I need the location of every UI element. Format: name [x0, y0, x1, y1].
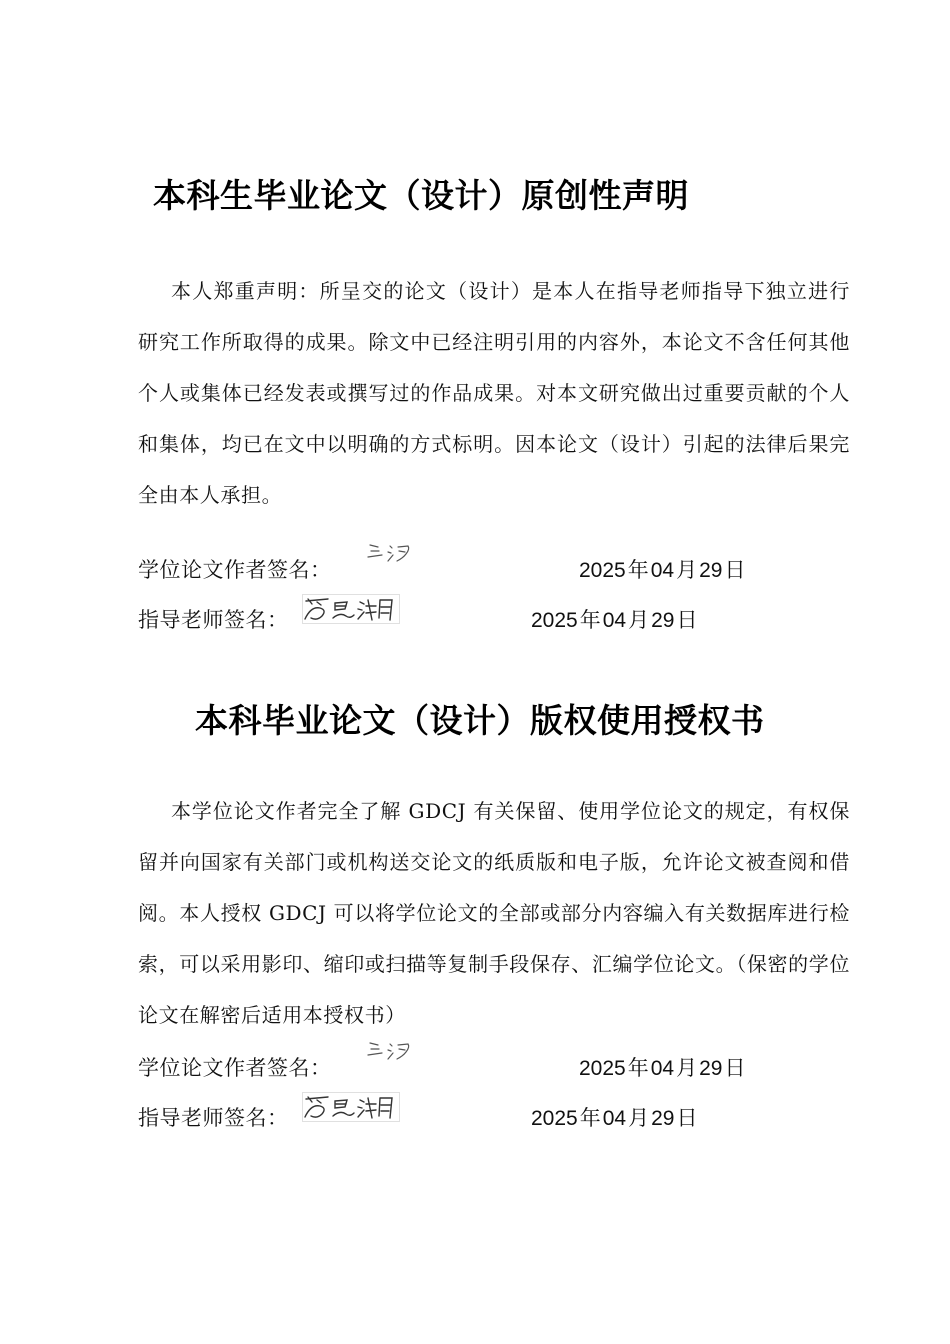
advisor-signature-date: 2025年04月29日 — [531, 1106, 698, 1130]
originality-declaration-body: 本人郑重声明：所呈交的论文（设计）是本人在指导老师指导下独立进行研究工作所取得的成果。除文中已经注明引用的内容外，本论文不含任何其他个人或集体已经发表或撰写过的作品成果。对本文研究做出过重要贡献的个人和集体，均已在文中以明确的方式标明。因本论文（设计）引起的法律后果完全由本人承担。 — [138, 279, 850, 507]
advisor-signature-line — [138, 1094, 818, 1134]
advisor-signature-line — [138, 596, 818, 636]
advisor-signature-date: 2025年04月29日 — [531, 608, 698, 632]
advisor-signature-image — [302, 1092, 400, 1122]
originality-declaration-title: 本科生毕业论文（设计）原创性声明 — [153, 176, 689, 215]
author-signature-label: 学位论文作者签名： — [138, 1056, 332, 1080]
copyright-authorization-body: 本学位论文作者完全了解 GDCJ 有关保留、使用学位论文的规定，有权保留并向国家有关部门或机构送交论文的纸质版和电子版，允许论文被查阅和借阅。本人授权 GDCJ 可以将学位论文的全部或部分内容编入有关数据库进行检索，可以采用影印、缩印或扫描等复制手段保存、汇编学位论文。（保密的学位论文在解密后适用本授权书） — [138, 799, 850, 1027]
advisor-signature-label: 指导老师签名： — [138, 1106, 289, 1130]
author-signature-image — [364, 1038, 416, 1064]
author-signature-line — [138, 1044, 818, 1084]
author-signature-image — [364, 540, 416, 566]
advisor-signature-label: 指导老师签名： — [138, 608, 289, 632]
author-signature-date: 2025年04月29日 — [579, 558, 746, 582]
copyright-authorization-title: 本科毕业论文（设计）版权使用授权书 — [195, 701, 765, 740]
author-signature-line — [138, 546, 818, 586]
advisor-signature-image — [302, 594, 400, 624]
author-signature-label: 学位论文作者签名： — [138, 558, 332, 582]
author-signature-date: 2025年04月29日 — [579, 1056, 746, 1080]
